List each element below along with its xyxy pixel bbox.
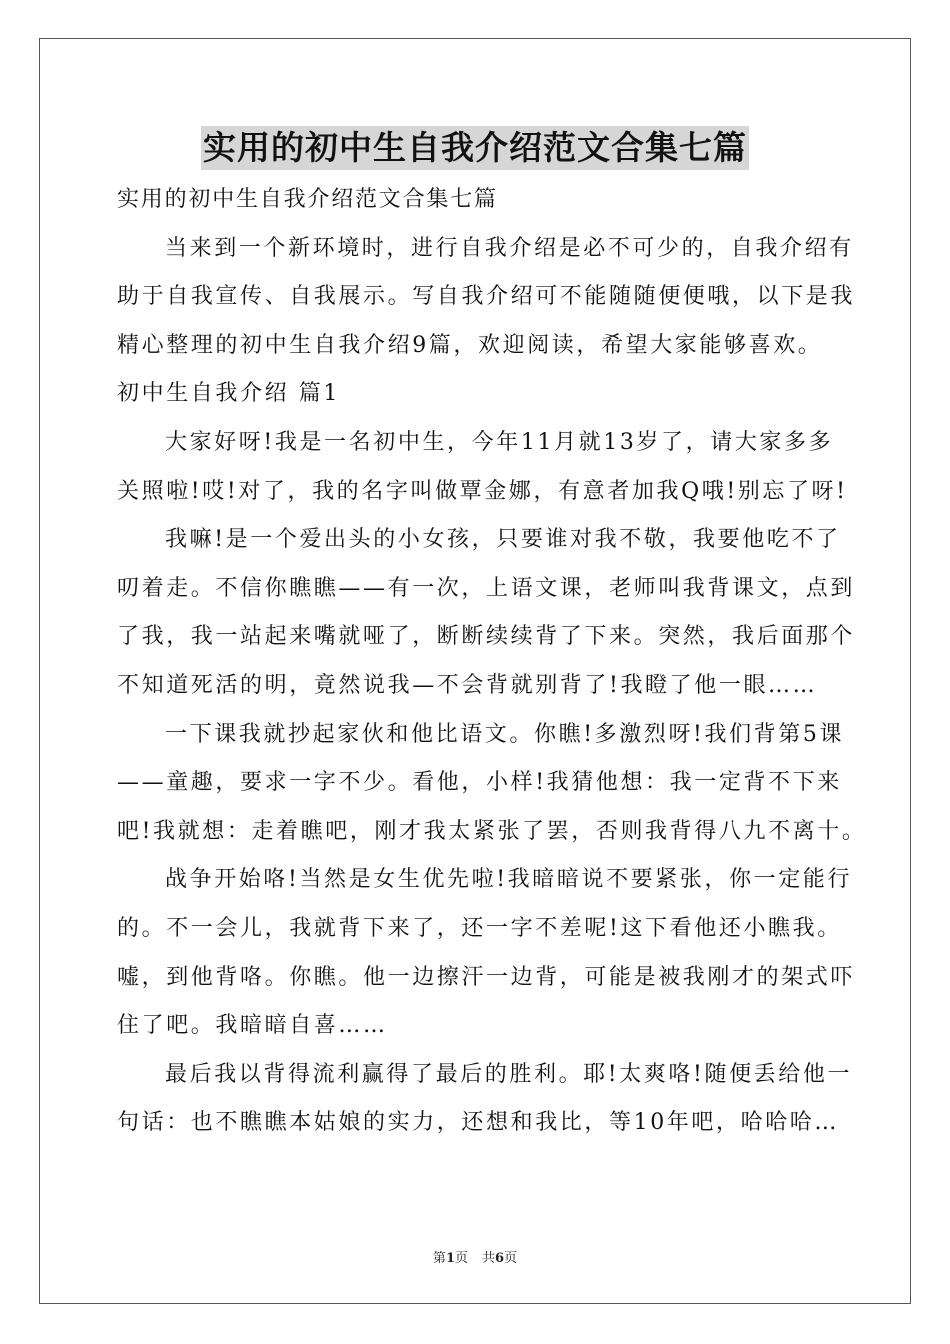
page-footer bbox=[0, 1247, 950, 1266]
text-line: 句话：也不瞧瞧本姑娘的实力，还想和我比，等10年吧，哈哈哈… bbox=[117, 1110, 839, 1136]
total-prefix: 共 bbox=[482, 1251, 496, 1266]
text-line: 最后我以背得流利赢得了最后的胜利。耶!太爽咯!随便丢给他一 bbox=[165, 1061, 853, 1087]
text-line: 的。不一会儿，我就背下来了，还一字不差呢!这下看他还小瞧我。 bbox=[117, 915, 842, 941]
document-title: 实用的初中生自我介绍范文合集七篇 bbox=[201, 126, 749, 170]
text-line: ——童趣，要求一字不少。看他，小样!我猜他想：我一定背不下来 bbox=[117, 770, 842, 796]
text-line: 了我，我一站起来嘴就哑了，断断续续背了下来。突然，我后面那个 bbox=[117, 624, 856, 650]
text-line: 战争开始咯!当然是女生优先啦!我暗暗说不要紧张，你一定能行 bbox=[165, 867, 853, 893]
text-line: 助于自我宣传、自我展示。写自我介绍可不能随随便便哦，以下是我 bbox=[117, 284, 856, 310]
paragraph-lines bbox=[117, 225, 867, 1148]
total-suffix: 页 bbox=[504, 1251, 518, 1266]
title-container bbox=[0, 126, 950, 170]
document-subtitle: 实用的初中生自我介绍范文合集七篇 bbox=[117, 187, 498, 212]
text-line: 吧!我就想：走着瞧吧，刚才我太紧张了罢，否则我背得八九不离十。 bbox=[117, 818, 867, 844]
page-prefix: 第 bbox=[432, 1251, 446, 1266]
text-line: 精心整理的初中生自我介绍9篇，欢迎阅读，希望大家能够喜欢。 bbox=[117, 332, 823, 358]
text-line: 我嘛!是一个爱出头的小女孩，只要谁对我不敬，我要他吃不了 bbox=[165, 527, 841, 553]
text-line: 嘘，到他背咯。你瞧。他一边擦汗一边背，可能是被我刚才的架式吓 bbox=[117, 964, 856, 990]
document-body bbox=[117, 176, 867, 1148]
page-total: 6 bbox=[495, 1251, 505, 1266]
text-line: 不知道死活的明，竟然说我—不会背就别背了!我瞪了他一眼…… bbox=[117, 672, 818, 698]
text-line: 初中生自我介绍 篇1 bbox=[117, 381, 340, 407]
page-suffix: 页 bbox=[454, 1251, 468, 1266]
text-line: 一下课我就抄起家伙和他比语文。你瞧!多激烈呀!我们背第5课 bbox=[165, 721, 845, 747]
text-line: 叨着走。不信你瞧瞧——有一次，上语文课，老师叫我背课文，点到 bbox=[117, 575, 856, 601]
text-line: 关照啦!哎!对了，我的名字叫做覃金娜，有意者加我Q哦!别忘了呀! bbox=[117, 478, 848, 504]
text-line: 当来到一个新环境时，进行自我介绍是必不可少的，自我介绍有 bbox=[165, 235, 854, 261]
page-current: 1 bbox=[445, 1251, 455, 1266]
text-line: 住了吧。我暗暗自喜…… bbox=[117, 1013, 388, 1039]
text-line: 大家好呀!我是一名初中生，今年11月就13岁了，请大家多多 bbox=[165, 429, 834, 455]
